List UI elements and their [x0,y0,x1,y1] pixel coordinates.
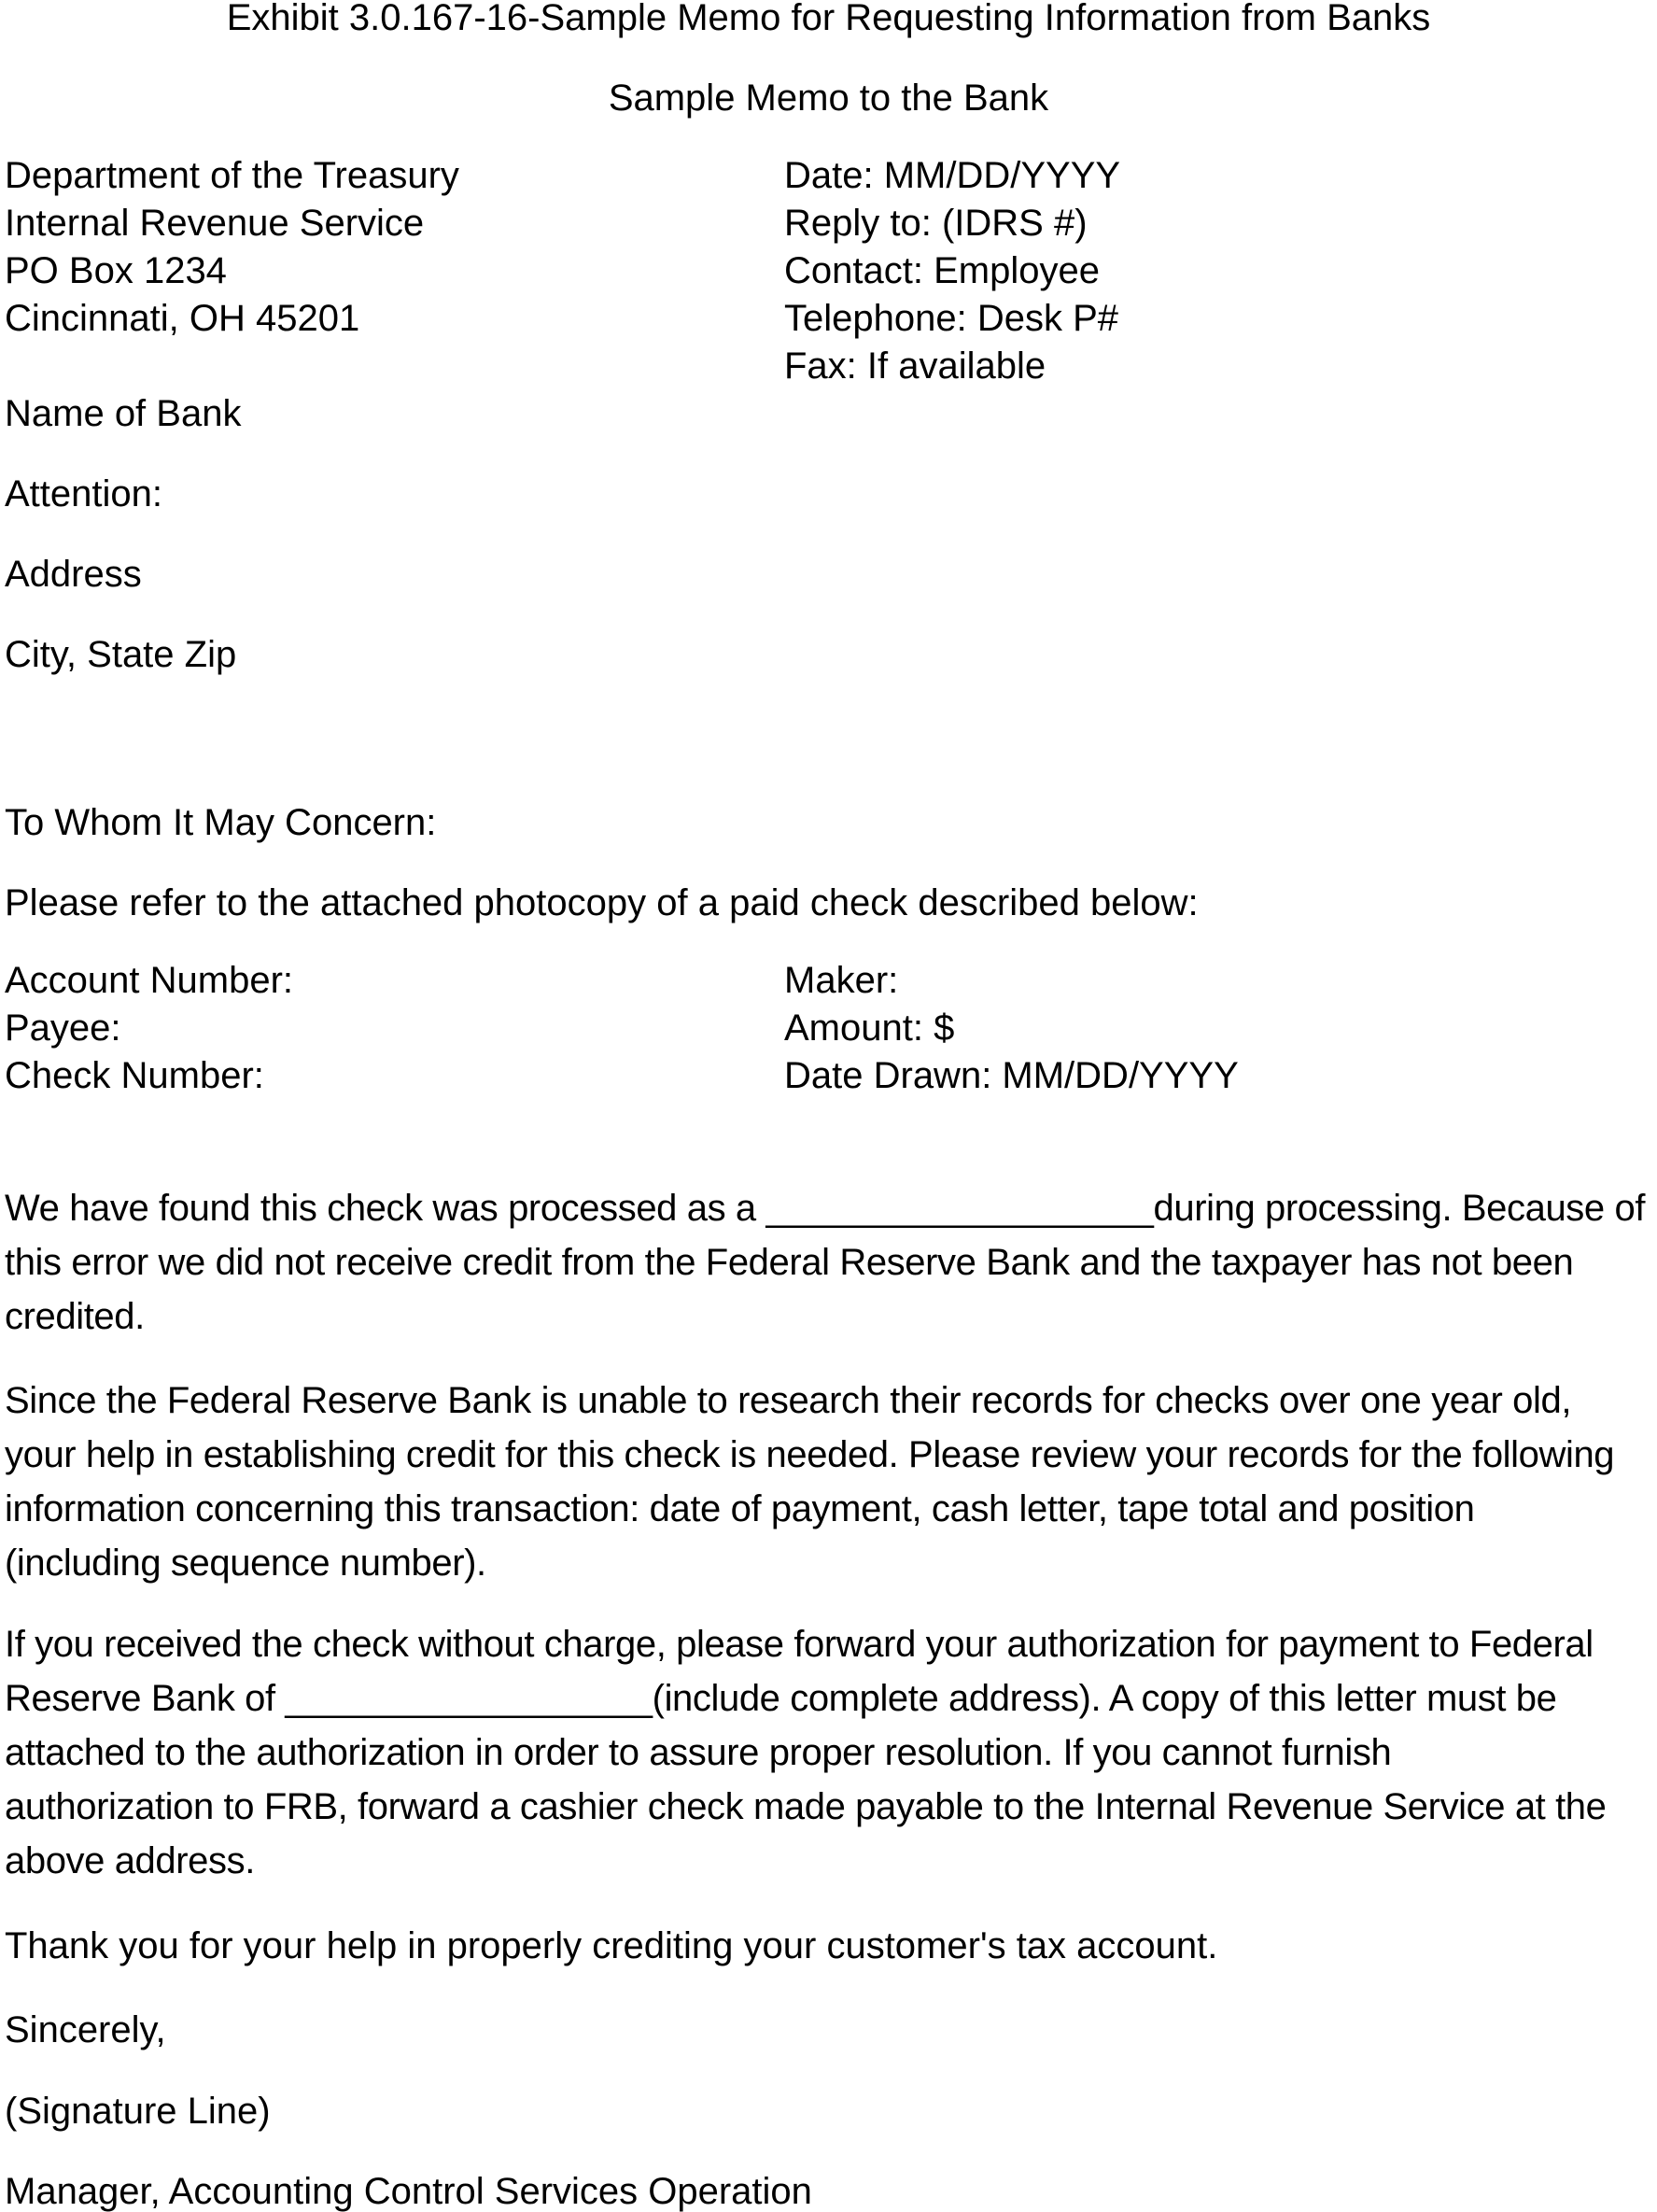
meta-line-date: Date: MM/DD/YYYY [784,155,1121,196]
detail-date-drawn: Date Drawn: MM/DD/YYYY [784,1055,1239,1096]
check-details-left-column [5,957,293,1100]
body-paragraph-3 [5,1617,1607,1888]
paragraph-line: this error we did not receive credit from the Federal Reserve Bank and the taxpayer has not been [5,1242,1574,1283]
closing-line: Sincerely, [5,2009,166,2050]
recipient-line-address: Address [5,554,142,595]
paragraph-line: Reserve Bank of __________________(include complete address). A copy of this letter must be [5,1678,1557,1719]
meta-line-fax: Fax: If available [784,345,1046,387]
signature-placeholder: (Signature Line) [5,2091,271,2132]
intro-line: Please refer to the attached photocopy of a paid check described below: [5,882,1199,923]
signer-title: Manager, Accounting Control Services Operation [5,2171,812,2212]
paragraph-line: We have found this check was processed as a ___________________during processing. Because of [5,1188,1646,1229]
paragraph-line: Since the Federal Reserve Bank is unable to research their records for checks over one year old, [5,1380,1572,1421]
body-paragraph-1 [5,1181,1645,1344]
meta-line-contact: Contact: Employee [784,250,1100,291]
sender-address-block [5,152,459,343]
sender-line-org: Department of the Treasury [5,155,459,196]
paragraph-line: (including sequence number). [5,1543,486,1584]
recipient-line-attention: Attention: [5,473,163,514]
recipient-line-bank-name: Name of Bank [5,393,242,434]
paragraph-line: information concerning this transaction: date of payment, cash letter, tape total and position [5,1488,1475,1529]
paragraph-line: authorization to FRB, forward a cashier check made payable to the Internal Revenue Service at the [5,1786,1607,1827]
detail-account-number: Account Number: [5,960,294,1001]
meta-line-telephone: Telephone: Desk P# [784,298,1119,339]
sender-line-city: Cincinnati, OH 45201 [5,298,360,339]
paragraph-line: If you received the check without charge, please forward your authorization for payment to Federal [5,1624,1594,1665]
thanks-line: Thank you for your help in properly crediting your customer's tax account. [5,1925,1218,1966]
check-details-right-column [784,957,1239,1100]
paragraph-line: attached to the authorization in order to assure proper resolution. If you cannot furnish [5,1732,1392,1773]
page-title: Exhibit 3.0.167-16-Sample Memo for Requesting Information from Banks [226,0,1431,38]
memo-meta-block [784,152,1120,390]
page-subtitle: Sample Memo to the Bank [608,77,1049,119]
detail-check-number: Check Number: [5,1055,264,1096]
paragraph-line: your help in establishing credit for this check is needed. Please review your records for the following [5,1434,1615,1475]
meta-line-reply-to: Reply to: (IDRS #) [784,203,1088,244]
detail-amount: Amount: $ [784,1007,955,1049]
detail-maker: Maker: [784,960,899,1001]
sender-line-agency: Internal Revenue Service [5,203,425,244]
recipient-line-city-zip: City, State Zip [5,634,237,675]
paragraph-line: credited. [5,1296,145,1337]
sender-line-pobox: PO Box 1234 [5,250,227,291]
body-paragraph-2 [5,1374,1614,1590]
detail-payee: Payee: [5,1007,121,1049]
salutation: To Whom It May Concern: [5,802,437,843]
recipient-address-block [5,393,242,717]
paragraph-line: above address. [5,1840,255,1881]
